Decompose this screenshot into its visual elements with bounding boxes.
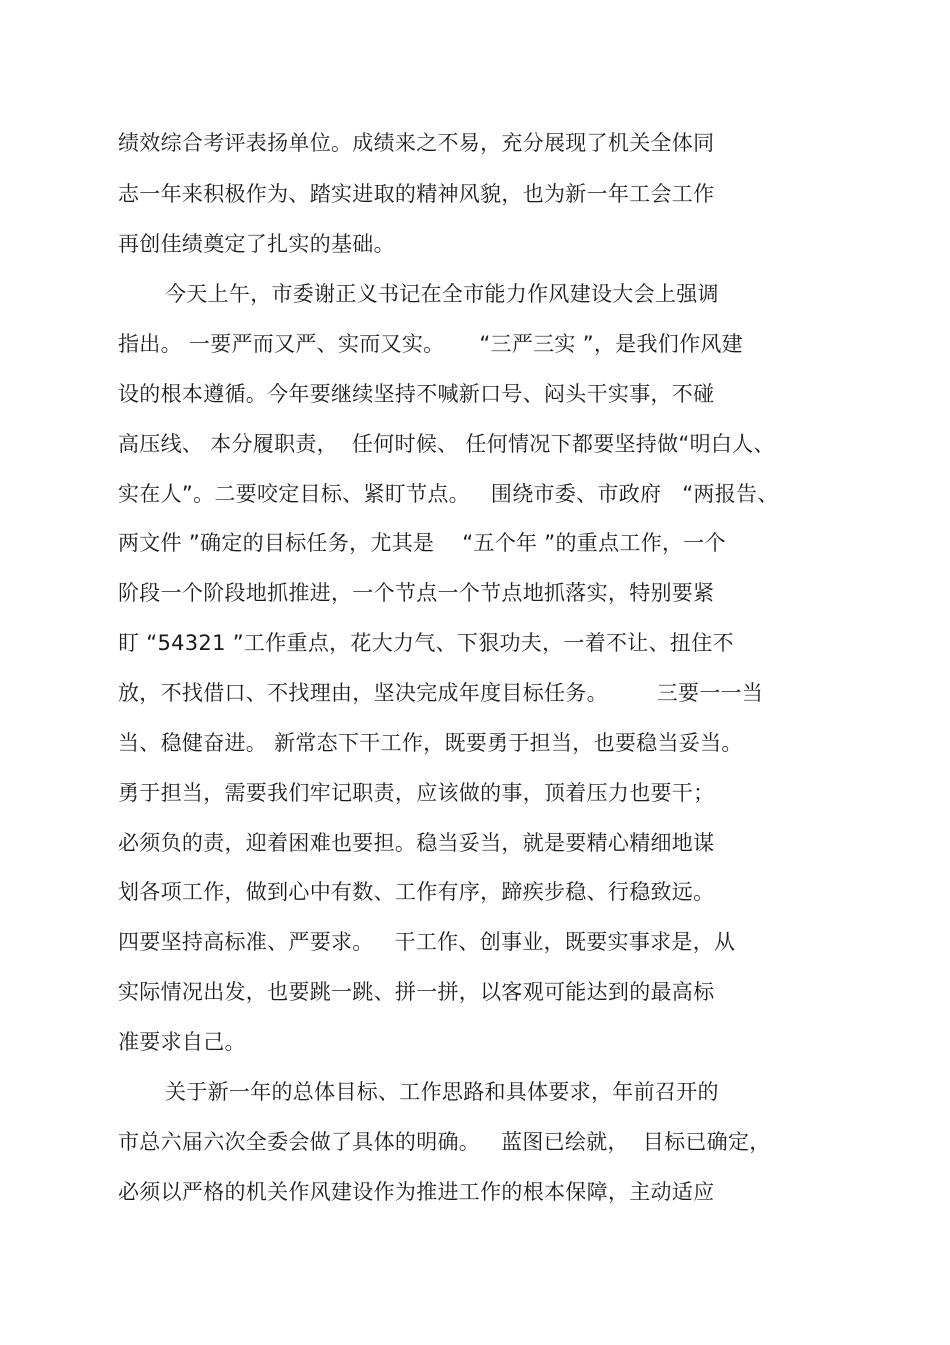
text-line: 当、稳健奋进。 新常态下干工作，既要勇于担当，也要稳当妥当。 (118, 731, 743, 755)
text-line: 盯 “54321 ”工作重点，花大力气、下狠功夫，一着不让、扭住不 (118, 631, 734, 655)
text-line: 阶段一个阶段地抓推进，一个节点一个节点地抓落实，特别要紧 (118, 581, 715, 605)
text-line: 勇于担当，需要我们牢记职责，应该做的事，顶着压力也要干； (118, 781, 715, 805)
text-line: 两文件 ”确定的目标任务，尤其是 “五个年 ”的重点工作，一个 (118, 531, 726, 555)
text-line: 实际情况出发，也要跳一跳、拼一拼，以客观可能达到的最高标 (118, 980, 715, 1004)
text-line: 准要求自己。 (118, 1030, 246, 1054)
text-line: 四要坚持高标准、严要求。 干工作、创事业，既要实事求是，从 (118, 930, 736, 954)
text-line: 高压线、 本分履职责， 任何时候、 任何情况下都要坚持做“明白人、 (118, 432, 775, 456)
paragraph-first-line: 关于新一年的总体目标、工作思路和具体要求，年前召开的 (165, 1080, 719, 1104)
text-line: 必须以严格的机关作风建设作为推进工作的根本保障，主动适应 (118, 1180, 715, 1204)
text-line: 必须负的责，迎着困难也要担。稳当妥当，就是要精心精细地谋 (118, 831, 715, 855)
text-line: 志一年来积极作为、踏实进取的精神风貌，也为新一年工会工作 (118, 182, 715, 206)
text-line: 绩效综合考评表扬单位。成绩来之不易，充分展现了机关全体同 (118, 131, 715, 155)
text-line: 市总六届六次全委会做了具体的明确。 蓝图已绘就， 目标已确定， (118, 1130, 771, 1154)
paragraph-first-line: 今天上午，市委谢正义书记在全市能力作风建设大会上强调 (165, 282, 719, 306)
text-line: 指出。 一要严而又严、实而又实。 “三严三实 ”，是我们作风建 (118, 332, 743, 356)
text-line: 划各项工作，做到心中有数、工作有序，蹄疾步稳、行稳致远。 (118, 880, 715, 904)
text-line: 设的根本遵循。今年要继续坚持不喊新口号、闷头干实事，不碰 (118, 382, 715, 406)
text-line: 再创佳绩奠定了扎实的基础。 (118, 232, 395, 256)
text-line: 放，不找借口、不找理由，坚决完成年度目标任务。 三要一一当 (118, 681, 764, 705)
text-line: 实在人”。二要咬定目标、紧盯节点。 围绕市委、市政府 “两报告、 (118, 482, 779, 506)
